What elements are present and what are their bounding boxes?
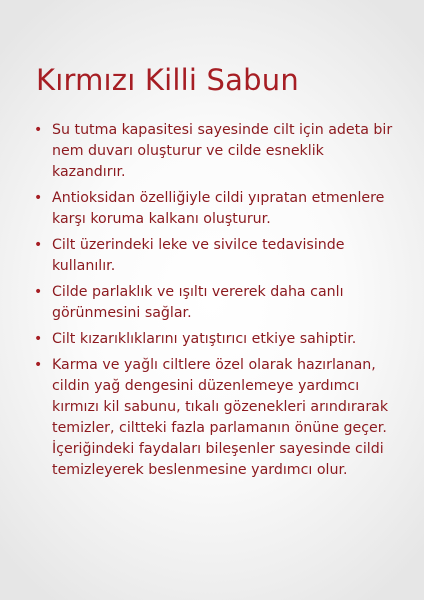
list-item-text: Cilt kızarıklıklarını yatıştırıcı etkiye sahiptir. xyxy=(52,331,357,347)
list-item-text: Cilt üzerindeki leke ve sivilce tedavisinde kullanılır. xyxy=(52,237,345,274)
bullet-icon: • xyxy=(34,284,43,300)
list-item-text: Su tutma kapasitesi sayesinde cilt için adeta bir nem duvarı oluşturur ve cilde esneklik kazandırır. xyxy=(52,122,393,180)
list-item xyxy=(30,120,400,183)
list-item xyxy=(30,355,400,481)
bullet-icon: • xyxy=(34,237,43,253)
list-item-text: Karma ve yağlı ciltlere özel olarak hazırlanan, cildin yağ dengesini düzenlemeye yardımcı kırmızı kil sabunu, tıkalı gözenekleri arındırarak temizler, ciltteki fazla parlamanın önüne geçer. İçeriğindeki faydaları bileşenler sayesinde cildi temizleyerek beslenmesine yardımcı olur. xyxy=(52,357,389,478)
bullet-icon: • xyxy=(34,190,43,206)
list-item xyxy=(30,188,400,230)
list-item xyxy=(30,235,400,277)
list-item-text: Cilde parlaklık ve ışıltı vererek daha canlı görünmesini sağlar. xyxy=(52,284,344,321)
list-item xyxy=(30,329,400,350)
benefit-list xyxy=(30,120,400,486)
page-title: Kırmızı Killi Sabun xyxy=(36,63,299,97)
list-item xyxy=(30,282,400,324)
bullet-icon: • xyxy=(34,357,43,373)
bullet-icon: • xyxy=(34,122,43,138)
list-item-text: Antioksidan özelliğiyle cildi yıpratan etmenlere karşı koruma kalkanı oluşturur. xyxy=(52,190,385,227)
bullet-icon: • xyxy=(34,331,43,347)
